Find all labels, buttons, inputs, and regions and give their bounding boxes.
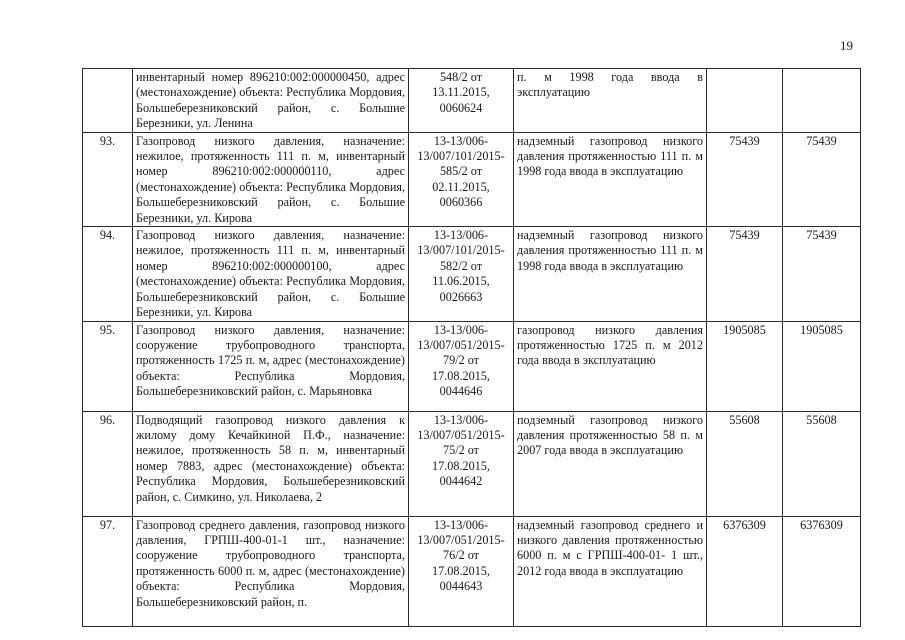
table-row xyxy=(83,132,861,226)
characteristics-cell: подземный газопровод низкого давления протяженностью 58 п. м 2007 года ввода в эксплуатацию xyxy=(514,411,707,516)
value-cell-2: 6376309 xyxy=(783,516,861,626)
registration-cell xyxy=(409,321,514,411)
value-cell-2: 1905085 xyxy=(783,321,861,411)
table-row xyxy=(83,411,861,516)
characteristics-cell: п. м 1998 года ввода в эксплуатацию xyxy=(514,69,707,133)
registration-text: 548/2 от 13.11.2015, 0060624 xyxy=(432,70,490,115)
value-cell-2 xyxy=(783,69,861,133)
registration-cell xyxy=(409,69,514,133)
registration-cell xyxy=(409,411,514,516)
value-cell-1 xyxy=(707,69,783,133)
registration-text: 13-13/006- 13/007/101/2015- 582/2 от 11.06.2015, 0026663 xyxy=(417,228,505,304)
object-description-cell: Газопровод среднего давления, газопровод низкого давления, ГРПШ-400-01-1 шт., назначение: сооружение трубопроводного транспорта, протяженность 6000 п. м, адрес (местонахождение) объекта: Республика Мордовия, Большеберезниковский район, п. xyxy=(133,516,409,626)
registration-text: 13-13/006- 13/007/051/2015- 76/2 от 17.08.2015, 0044643 xyxy=(417,517,505,594)
object-description-cell: Подводящий газопровод низкого давления к жилому дому Кечайкиной П.Ф., назначение: нежилое, протяженность 58 п. м, инвентарный номер 7883, адрес (местонахождение) объекта: Республика Мордовия, Большеберезниковский район, с. Симкино, ул. Николаева, 2 xyxy=(133,411,409,516)
row-number-cell: 97. xyxy=(83,516,133,626)
row-number-cell: 94. xyxy=(83,227,133,321)
registration-text: 13-13/006- 13/007/051/2015- 79/2 от 17.08.2015, 0044646 xyxy=(417,322,505,399)
row-number-cell: 95. xyxy=(83,321,133,411)
registration-cell xyxy=(409,132,514,226)
table-row xyxy=(83,516,861,626)
characteristics-cell: газопровод низкого давления протяженностью 1725 п. м 2012 года ввода в эксплуатацию xyxy=(514,321,707,411)
registration-cell xyxy=(409,227,514,321)
value-cell-2: 75439 xyxy=(783,132,861,226)
characteristics-cell: надземный газопровод низкого давления протяженностью 111 п. м 1998 года ввода в эксплуатацию xyxy=(514,132,707,226)
object-description-cell: Газопровод низкого давления, назначение: нежилое, протяженность 111 п. м, инвентарный номер 896210:002:000000110, адрес (местонахождение) объекта: Республика Мордовия, Большеберезниковский район, с. Большие Березники, ул. Кирова xyxy=(133,132,409,226)
value-cell-1: 6376309 xyxy=(707,516,783,626)
characteristics-cell: надземный газопровод низкого давления протяженностью 111 п. м 1998 года ввода в эксплуатацию xyxy=(514,227,707,321)
table-row xyxy=(83,227,861,321)
object-description-cell: инвентарный номер 896210:002:000000450, адрес (местонахождение) объекта: Республика Мордовия, Большеберезниковский район, с. Большие Березники, ул. Ленина xyxy=(133,69,409,133)
object-description-cell: Газопровод низкого давления, назначение: нежилое, протяженность 111 п. м, инвентарный номер 896210:002:000000100, адрес (местонахождение) объекта: Республика Мордовия, Большеберезниковский район, с. Большие Березники, ул. Кирова xyxy=(133,227,409,321)
value-cell-2: 55608 xyxy=(783,411,861,516)
value-cell-1: 75439 xyxy=(707,132,783,226)
row-number-cell: 96. xyxy=(83,411,133,516)
page-number: 19 xyxy=(840,38,853,53)
registration-text: 13-13/006- 13/007/101/2015- 585/2 от 02.11.2015, 0060366 xyxy=(417,133,505,210)
value-cell-1: 1905085 xyxy=(707,321,783,411)
property-registry-table xyxy=(82,68,861,627)
object-description-cell: Газопровод низкого давления, назначение: сооружение трубопроводного транспорта, протяженность 1725 п. м, адрес (местонахождение) объекта: Республика Мордовия, Большеберезниковский район, с. Марьяновка xyxy=(133,321,409,411)
table-row xyxy=(83,321,861,411)
row-number-cell: 93. xyxy=(83,132,133,226)
value-cell-2: 75439 xyxy=(783,227,861,321)
value-cell-1: 75439 xyxy=(707,227,783,321)
table-row xyxy=(83,69,861,133)
value-cell-1: 55608 xyxy=(707,411,783,516)
registration-cell xyxy=(409,516,514,626)
characteristics-cell: надземный газопровод среднего и низкого давления протяженностью 6000 п. м с ГРПШ-400-01- 1 шт., 2012 года ввода в эксплуатацию xyxy=(514,516,707,626)
row-number-cell xyxy=(83,69,133,133)
registration-text: 13-13/006- 13/007/051/2015- 75/2 от 17.08.2015, 0044642 xyxy=(417,412,505,489)
